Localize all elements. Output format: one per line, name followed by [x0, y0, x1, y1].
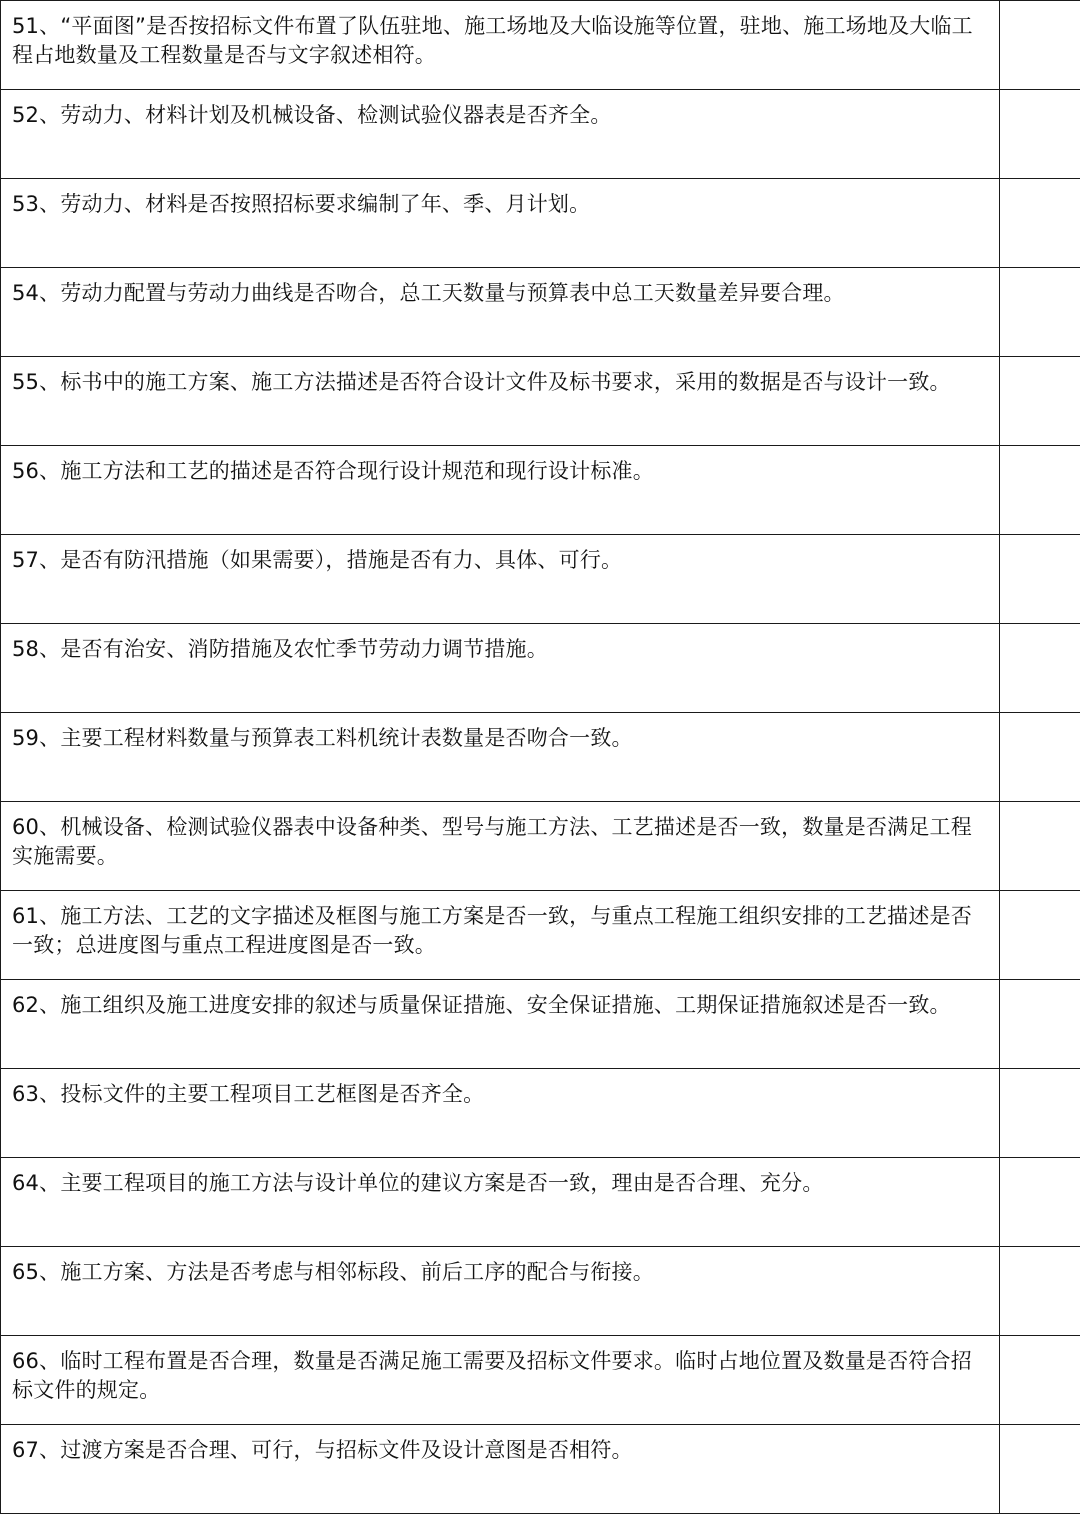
checklist-result-cell[interactable]: [1000, 980, 1080, 1069]
checklist-item-text: 61、施工方法、工艺的文字描述及框图与施工方案是否一致，与重点工程施工组织安排的工艺描述是否一致；总进度图与重点工程进度图是否一致。: [1, 891, 1000, 980]
checklist-item-text: 54、劳动力配置与劳动力曲线是否吻合，总工天数量与预算表中总工天数量差异要合理。: [1, 268, 1000, 357]
checklist-result-cell[interactable]: [1000, 802, 1080, 891]
checklist-result-cell[interactable]: [1000, 179, 1080, 268]
table-row: [1, 1425, 1080, 1514]
table-row: [1, 357, 1080, 446]
checklist-item-text: 63、投标文件的主要工程项目工艺框图是否齐全。: [1, 1069, 1000, 1158]
checklist-item-text: 58、是否有治安、消防措施及农忙季节劳动力调节措施。: [1, 624, 1000, 713]
checklist-item-text: 65、施工方案、方法是否考虑与相邻标段、前后工序的配合与衔接。: [1, 1247, 1000, 1336]
checklist-result-cell[interactable]: [1000, 90, 1080, 179]
checklist-item-text: 55、标书中的施工方案、施工方法描述是否符合设计文件及标书要求，采用的数据是否与设计一致。: [1, 357, 1000, 446]
checklist-result-cell[interactable]: [1000, 1158, 1080, 1247]
checklist-result-cell[interactable]: [1000, 1336, 1080, 1425]
table-row: [1, 90, 1080, 179]
checklist-result-cell[interactable]: [1000, 1, 1080, 90]
checklist-item-text: 60、机械设备、检测试验仪器表中设备种类、型号与施工方法、工艺描述是否一致，数量是否满足工程实施需要。: [1, 802, 1000, 891]
table-row: [1, 980, 1080, 1069]
table-row: [1, 1336, 1080, 1425]
table-row: [1, 802, 1080, 891]
checklist-item-text: 51、“平面图”是否按招标文件布置了队伍驻地、施工场地及大临设施等位置，驻地、施工场地及大临工程占地数量及工程数量是否与文字叙述相符。: [1, 1, 1000, 90]
checklist-body: [1, 1, 1080, 1514]
table-row: [1, 713, 1080, 802]
checklist-result-cell[interactable]: [1000, 535, 1080, 624]
checklist-item-text: 53、劳动力、材料是否按照招标要求编制了年、季、月计划。: [1, 179, 1000, 268]
table-row: [1, 1158, 1080, 1247]
checklist-result-cell[interactable]: [1000, 891, 1080, 980]
table-row: [1, 1069, 1080, 1158]
checklist-item-text: 62、施工组织及施工进度安排的叙述与质量保证措施、安全保证措施、工期保证措施叙述是否一致。: [1, 980, 1000, 1069]
checklist-result-cell[interactable]: [1000, 713, 1080, 802]
checklist-result-cell[interactable]: [1000, 1069, 1080, 1158]
checklist-item-text: 57、是否有防汛措施（如果需要），措施是否有力、具体、可行。: [1, 535, 1000, 624]
checklist-item-text: 64、主要工程项目的施工方法与设计单位的建议方案是否一致，理由是否合理、充分。: [1, 1158, 1000, 1247]
checklist-result-cell[interactable]: [1000, 357, 1080, 446]
checklist-result-cell[interactable]: [1000, 268, 1080, 357]
checklist-item-text: 66、临时工程布置是否合理，数量是否满足施工需要及招标文件要求。临时占地位置及数量是否符合招标文件的规定。: [1, 1336, 1000, 1425]
checklist-result-cell[interactable]: [1000, 624, 1080, 713]
checklist-result-cell[interactable]: [1000, 1247, 1080, 1336]
checklist-result-cell[interactable]: [1000, 1425, 1080, 1514]
table-row: [1, 891, 1080, 980]
checklist-item-text: 56、施工方法和工艺的描述是否符合现行设计规范和现行设计标准。: [1, 446, 1000, 535]
table-row: [1, 1247, 1080, 1336]
checklist-item-text: 52、劳动力、材料计划及机械设备、检测试验仪器表是否齐全。: [1, 90, 1000, 179]
table-row: [1, 446, 1080, 535]
table-row: [1, 624, 1080, 713]
table-row: [1, 179, 1080, 268]
table-row: [1, 268, 1080, 357]
table-row: [1, 1, 1080, 90]
checklist-item-text: 67、过渡方案是否合理、可行，与招标文件及设计意图是否相符。: [1, 1425, 1000, 1514]
table-row: [1, 535, 1080, 624]
checklist-result-cell[interactable]: [1000, 446, 1080, 535]
checklist-item-text: 59、主要工程材料数量与预算表工料机统计表数量是否吻合一致。: [1, 713, 1000, 802]
